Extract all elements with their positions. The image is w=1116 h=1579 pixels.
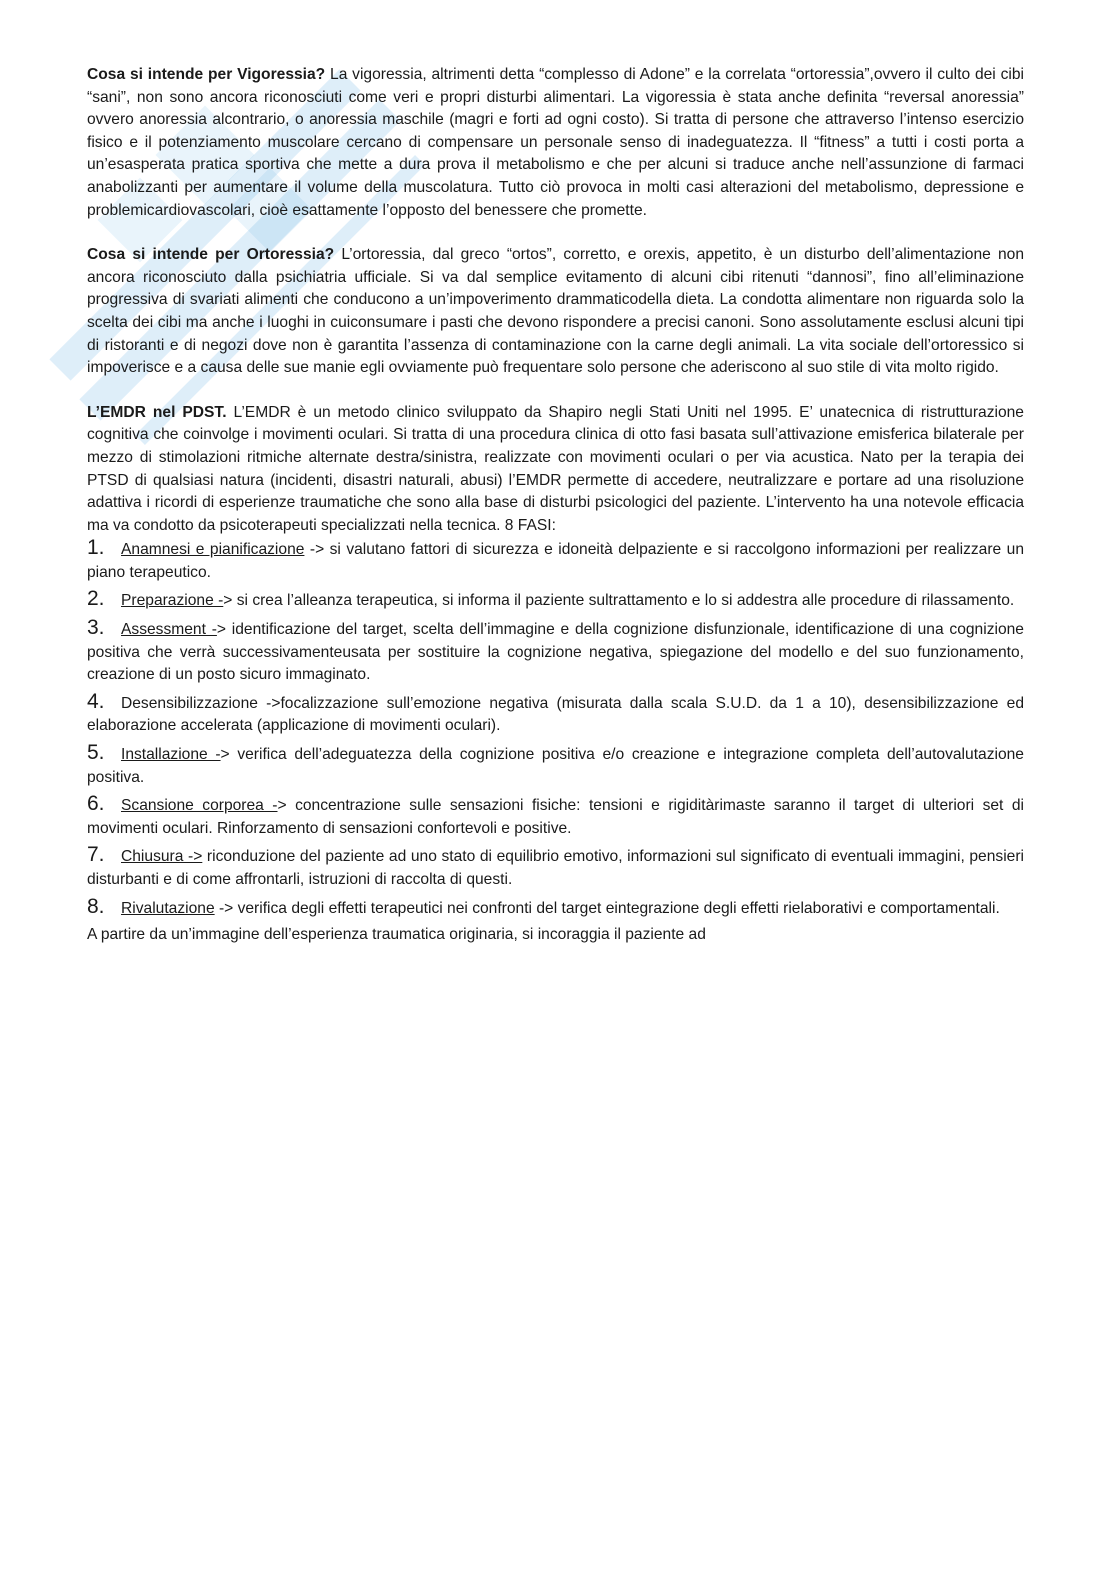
phase-text: Desensibilizzazione ->focalizzazione sull’emozione negativa (misurata dalla scala S.U.D. da 1 a 10), desensibilizzazione ed elaborazione accelerata (applicazione di movimenti oculari). <box>87 694 1024 735</box>
section-body: L’ortoressia, dal greco “ortos”, corretto, e orexis, appetito, è un disturbo dell’alimentazione non ancora riconosciuto dalla psichiatria ufficiale. Si va dal semplice evitamento di alcuni cibi ritenuti “dannosi”, fino all’eliminazione progressiva di svariati alimenti che conducono a un’impoverimento drammaticodella dieta. La condotta alimentare non riguarda solo la scelta dei cibi ma anche i luoghi in cuiconsumare i pasti che devono rispondere a precisi canoni. Sono assolutamente esclusi alcuni tipi di ristoranti e di negozi dove non è garantita l’assenza di contaminazione con la carne degli animali. La vita sociale dell’ortoressico si impoverisce e a causa delle sue manie egli ovviamente può frequentare solo persone che aderiscono al suo stile di vita molto rigido. <box>87 246 1025 377</box>
phase-number: 2. <box>87 587 105 611</box>
phase-item <box>87 896 1024 921</box>
phase-item <box>87 844 1024 891</box>
section-vigoressia <box>87 64 1024 222</box>
phase-number: 6. <box>87 792 105 816</box>
phase-number: 7. <box>87 843 105 867</box>
phase-number: 4. <box>87 689 105 713</box>
section-emdr <box>87 402 1024 538</box>
phase-title: Anamnesi e pianificazione <box>121 541 305 559</box>
phase-number: 3. <box>87 616 105 640</box>
section-heading: Cosa si intende per Vigoressia? <box>87 66 326 83</box>
phase-text: > verifica dell’adeguatezza della cognizione positiva e/o creazione e integrazione completa dell’autovalutazione positiva. <box>87 746 1024 786</box>
section-heading: L’EMDR nel PDST. <box>87 403 227 421</box>
phase-item <box>87 742 1024 789</box>
phase-number: 5. <box>87 741 105 765</box>
section-heading: Cosa si intende per Ortoressia? <box>87 246 335 264</box>
section-body: La vigoressia, altrimenti detta “complesso di Adone” e la correlata “ortoressia”,ovvero il culto dei cibi “sani”, non sono ancora riconosciuti come veri e propri disturbi alimentari. La vigoressia è stata anche definita “reversal anoressia” ovvero anoressia alcontrario, o anoressia maschile (magri e forti ad ogni costo). Si tratta di persone che attraverso l’intenso esercizio fisico e il potenziamento muscolare cercano di compensare un personale senso di inadeguatezza. Il “fitness” a tutti i costi porta a un’esasperata pratica sportiva che mette a dura prova il metabolismo e che per alcuni si traduce anche nell’assunzione di farmaci anabolizzanti per aumentare il volume della muscolatura. Tutto ciò provoca in molti casi alterazioni del metabolismo, depressione e problemicardiovascolari, cioè esattamente l’opposto del benessere che promette. <box>87 66 1024 219</box>
phase-title: Assessment - <box>121 621 217 639</box>
phase-title: Preparazione - <box>121 592 224 610</box>
section-body: L’EMDR è un metodo clinico sviluppato da Shapiro negli Stati Uniti nel 1995. E’ unatecnica di ristrutturazione cognitiva che coinvolge i movimenti oculari. Si tratta di una procedura clinica di otto fasi basata sull’attivazione emisferica bilaterale per mezzo di stimolazioni ritmiche alternate destra/sinistra, realizzate con movimenti oculari o per via acustica. Nato per la terapia dei PTSD di qualsiasi natura (incidenti, disastri naturali, abusi) l’EMDR permette di accedere, neutralizzare e portare ad una risoluzione adattiva i ricordi di esperienze traumatiche che sono alla base di disturbi psicologici del paziente. L’intervento ha una notevole efficacia ma va condotto da psicoterapeuti specializzati nella tecnica. 8 FASI: <box>87 403 1024 534</box>
phase-title: Installazione - <box>121 746 221 764</box>
phase-title: Rivalutazione <box>121 899 215 917</box>
phase-text: > concentrazione sulle sensazioni fisiche: tensioni e rigiditàrimaste saranno il target di ulteriori set di movimenti oculari. Rinforzamento di sensazioni confortevoli e positive. <box>87 797 1024 837</box>
phase-item <box>87 617 1024 687</box>
phase-item <box>87 588 1024 613</box>
phase-text: -> verifica degli effetti terapeutici nei confronti del target eintegrazione degli effetti rielaborativi e comportamentali. <box>214 899 1000 917</box>
phases-list <box>87 537 1024 920</box>
phase-title: Chiusura -> <box>121 848 203 866</box>
closing-line: A partire da un’immagine dell’esperienza traumatica originaria, si incoraggia il paziente ad <box>87 926 706 944</box>
phase-number: 8. <box>87 894 105 918</box>
phase-item <box>87 537 1024 584</box>
phase-text: riconduzione del paziente ad uno stato di equilibrio emotivo, informazioni sul significato di eventuali immagini, pensieri disturbanti e di come affrontarli, istruzioni di raccolta di questi. <box>87 848 1024 888</box>
phase-item <box>87 691 1024 738</box>
phase-text: -> si valutano fattori di sicurezza e idoneità delpaziente e si raccolgono informazioni per realizzare un piano terapeutico. <box>87 541 1025 581</box>
document-page <box>87 64 1024 969</box>
section-ortoressia <box>87 244 1024 380</box>
phase-number: 1. <box>87 536 105 560</box>
phase-text: > identificazione del target, scelta dell’immagine e della cognizione disfunzionale, identificazione di una cognizione positiva che verrà successivamenteusata per sostituire la cognizione negativa, spiegazione del modello e del suo funzionamento, creazione di un posto sicuro immaginato. <box>87 621 1024 684</box>
phase-text: > si crea l’alleanza terapeutica, si informa il paziente sultrattamento e lo si addestra alle procedure di rilassamento. <box>223 592 1015 610</box>
phase-title: Scansione corporea - <box>121 797 278 815</box>
phase-item <box>87 793 1024 840</box>
